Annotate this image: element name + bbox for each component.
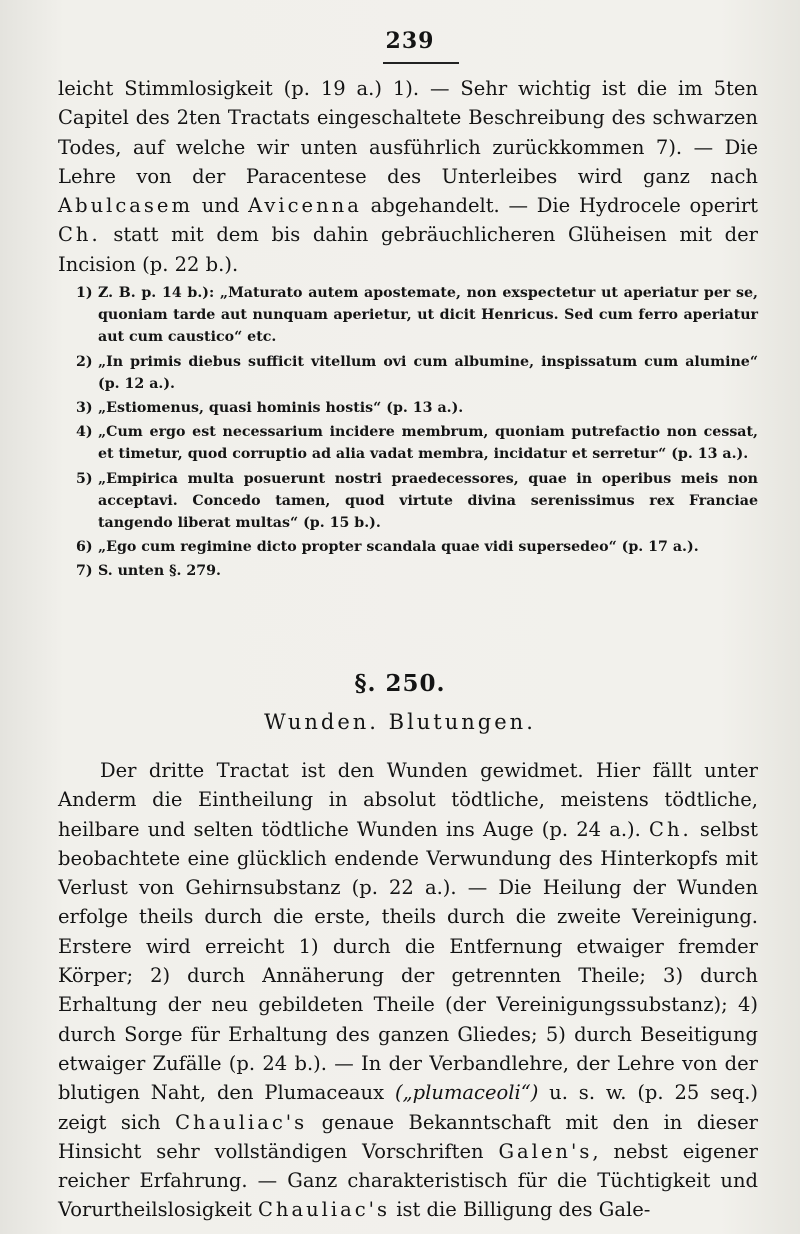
text-run: abgehandelt. — Die Hydrocele operirt — [361, 194, 758, 218]
footnote-mark: 7) — [76, 563, 93, 580]
footnote-mark: 4) — [76, 424, 93, 441]
text-run: genaue Bekanntschaft mit den in dieser Hinsicht sehr vollständigen Vorschriften — [58, 1110, 758, 1163]
author-name: Ch. — [58, 223, 101, 247]
text-run: und — [192, 194, 249, 218]
top-paragraph — [58, 74, 758, 279]
author-name: Galen's — [498, 1139, 593, 1163]
footnote — [58, 282, 758, 349]
footnote-text: S. unten §. 279. — [98, 563, 221, 580]
footnote-text: „Ego cum regimine dicto propter scandala quae vidi supersedeo“ (p. 17 a.). — [98, 539, 699, 556]
footnotes — [58, 282, 758, 585]
footnote — [58, 536, 758, 558]
footnote-mark: 5) — [76, 470, 93, 487]
section-number: §. 250. — [354, 670, 446, 697]
footnote-text: „Cum ergo est necessarium incidere membrum, quoniam putrefactio non cessat, et timetur, quod corruptio ad alia vadat membra, incidatur et serretur“ (p. 13 a.). — [98, 424, 758, 463]
footnote-mark: 2) — [76, 353, 93, 370]
latin-term: („plumaceoli“) — [394, 1081, 539, 1105]
footnote-text: „Estiomenus, quasi hominis hostis“ (p. 13 a.). — [98, 400, 464, 417]
section-body — [58, 756, 758, 1225]
text-run: selbst beobachtete eine glücklich endende Verwundung des Hinterkopfs mit Verlust von Gehirnsubstanz (p. 22 a.). — Die Heilung der Wunden erfolge theils durch die erste, theils durch die zweite Vereinigung. Erstere wird erreicht 1) durch die Entfernung etwaiger fremder Körper; 2) durch Annäherung der getrennten Theile; 3) durch Erhaltung der neu gebildeten Theile (der Vereinigungssubstanz); 4) durch Sorge für Erhaltung des ganzen Gliedes; 5) durch Beseitigung etwaiger Zufälle (p. 24 b.). — In der Verbandlehre, der Lehre von der blutigen Naht, den Plumaceaux — [58, 817, 758, 1105]
text-run: statt mit dem bis dahin gebräuchlicheren Glüheisen mit der Incision (p. 22 b.). — [58, 223, 758, 276]
footnote — [58, 351, 758, 395]
footnote-mark: 3) — [76, 400, 93, 417]
text-run: leicht Stimmlosigkeit (p. 19 a.) 1). — Sehr wichtig ist die im 5ten Capitel des 2ten Tractats eingeschaltete Beschreibung des schwarzen Todes, auf welche wir unten ausführlich zurückkommen 7). — Die Lehre von der Paracentese des Unterleibes wird ganz nach — [58, 77, 758, 188]
footnote-text: „Empirica multa posuerunt nostri praedecessores, quae in operibus meis non acceptavi. Concedo tamen, quod virtute divina serenissimus rex Franciae tangendo liberat multas“ (p. 15 b.). — [98, 470, 758, 532]
author-name: Ch. — [649, 817, 692, 841]
author-name: Avicenna — [248, 194, 362, 218]
page-number: 239 — [385, 28, 435, 54]
text-run: u. s. w. (p. 25 seq.) zeigt sich — [58, 1081, 759, 1134]
text-run: Der dritte Tractat ist den Wunden gewidmet. Hier fällt unter Anderm die Eintheilung in absolut tödtliche, meistens tödtliche, heilbare und selten tödtliche Wunden ins Auge (p. 24 a.). — [58, 759, 758, 841]
footnote-mark: 6) — [76, 539, 93, 556]
footnote — [58, 468, 758, 535]
author-name: Chauliac's — [175, 1110, 308, 1134]
text-run: ist die Billigung des Gale- — [390, 1198, 651, 1222]
footnote-text: „In primis diebus sufficit vitellum ovi cum albumine, inspissatum cum alumine“ (p. 12 a.). — [98, 353, 758, 392]
text-run: , nebst eigener reicher Erfahrung. — Ganz charakteristisch für die Tüchtigkeit und Vorurtheilslosigkeit — [58, 1139, 758, 1222]
footnote — [58, 397, 758, 419]
footnote — [58, 560, 758, 582]
paragraph-text — [58, 756, 758, 1225]
footnote-text: Z. B. p. 14 b.): „Maturato autem apostemate, non exspectetur ut aperiatur per se, quoniam tarde aut nunquam aperietur, ut dicit Henricus. Sed cum ferro aperiatur aut cum caustico“ etc. — [98, 285, 758, 346]
footnote — [58, 421, 758, 465]
author-name: Abulcasem — [58, 194, 193, 218]
paragraph-text — [58, 74, 758, 279]
footnote-mark: 1) — [76, 285, 93, 301]
section-title: Wunden. Blutungen. — [264, 710, 536, 734]
page-number-rule — [383, 62, 459, 64]
author-name: Chauliac's — [257, 1198, 391, 1222]
